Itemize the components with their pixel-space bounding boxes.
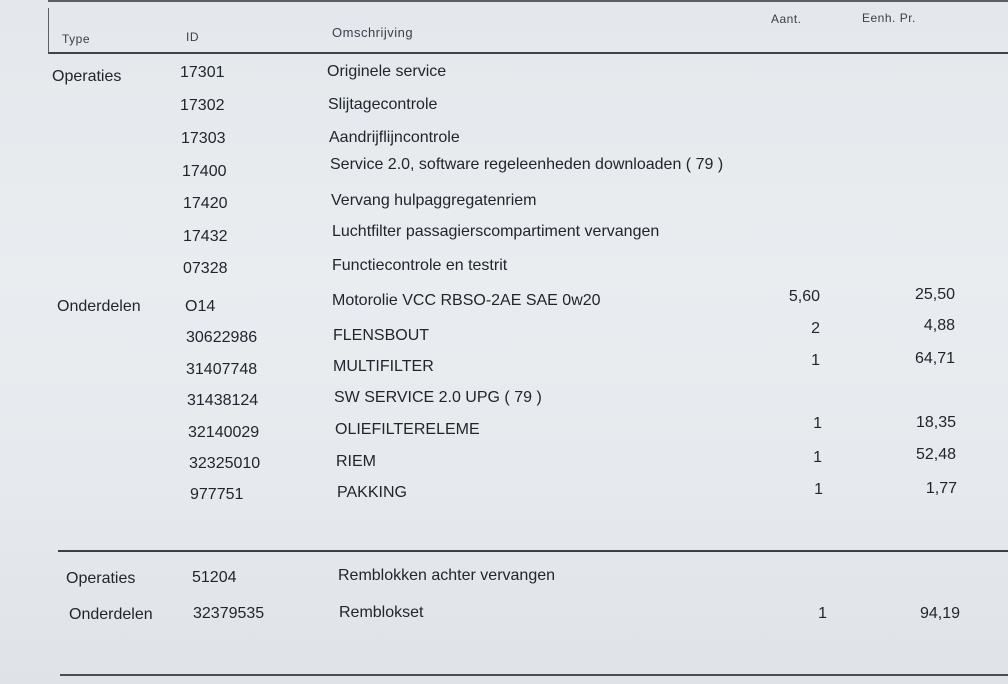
bottom-rule xyxy=(60,674,1008,676)
part-desc: Motorolie VCC RBSO-2AE SAE 0w20 xyxy=(332,292,601,309)
part-price: 4,88 xyxy=(923,317,955,334)
op-id: 51204 xyxy=(192,569,237,586)
part-id: O14 xyxy=(185,298,216,315)
part-id: 32140029 xyxy=(188,424,260,441)
op-desc: Vervang hulpaggregatenriem xyxy=(331,192,537,209)
op-desc: Originele service xyxy=(327,63,447,80)
header-id: ID xyxy=(186,30,199,44)
type-onderdelen: Onderdelen xyxy=(69,606,153,623)
part-qty: 5,60 xyxy=(788,288,820,305)
part-qty: 1 xyxy=(818,605,827,622)
part-qty: 1 xyxy=(811,352,820,369)
part-id: 31438124 xyxy=(187,392,259,409)
part-desc: OLIEFILTERELEME xyxy=(335,421,480,438)
section-divider xyxy=(58,550,1008,552)
header-unit-price: Eenh. Pr. xyxy=(862,11,916,25)
part-qty: 2 xyxy=(811,320,820,337)
part-id: 32379535 xyxy=(193,605,265,622)
part-qty: 1 xyxy=(813,449,822,466)
part-desc: FLENSBOUT xyxy=(333,327,430,344)
op-desc: Luchtfilter passagierscompartiment vervangen xyxy=(332,223,660,240)
part-desc: RIEM xyxy=(336,453,376,470)
part-id: 30622986 xyxy=(186,329,258,346)
part-price: 18,35 xyxy=(915,414,956,431)
type-onderdelen: Onderdelen xyxy=(57,298,141,315)
part-price: 64,71 xyxy=(914,350,955,367)
op-id: 17400 xyxy=(182,163,227,180)
op-desc: Service 2.0, software regeleenheden downloaden ( 79 ) xyxy=(330,156,724,173)
op-desc: Remblokken achter vervangen xyxy=(338,567,556,584)
op-id: 17432 xyxy=(183,228,228,245)
part-desc: SW SERVICE 2.0 UPG ( 79 ) xyxy=(334,389,542,406)
part-id: 977751 xyxy=(190,486,244,503)
op-id: 17302 xyxy=(180,97,225,114)
op-id: 07328 xyxy=(183,260,228,277)
op-desc: Slijtagecontrole xyxy=(328,96,438,113)
part-price: 94,19 xyxy=(919,605,960,622)
part-desc: MULTIFILTER xyxy=(333,358,434,375)
op-id: 17303 xyxy=(181,130,226,147)
op-desc: Aandrijflijncontrole xyxy=(329,129,460,146)
header-qty: Aant. xyxy=(771,12,802,26)
part-id: 32325010 xyxy=(189,455,261,472)
part-desc: PAKKING xyxy=(337,484,407,501)
part-price: 25,50 xyxy=(914,286,955,303)
type-operaties: Operaties xyxy=(66,570,136,587)
type-operaties: Operaties xyxy=(52,68,122,85)
header-type: Type xyxy=(62,32,91,46)
header-description: Omschrijving xyxy=(332,25,414,40)
op-desc: Functiecontrole en testrit xyxy=(332,257,508,274)
part-id: 31407748 xyxy=(186,361,258,378)
part-qty: 1 xyxy=(813,415,822,432)
part-price: 1,77 xyxy=(925,480,957,497)
op-id: 17301 xyxy=(180,64,225,81)
part-price: 52,48 xyxy=(915,446,956,463)
part-desc: Remblokset xyxy=(339,604,424,621)
part-qty: 1 xyxy=(814,481,823,498)
op-id: 17420 xyxy=(183,195,228,212)
